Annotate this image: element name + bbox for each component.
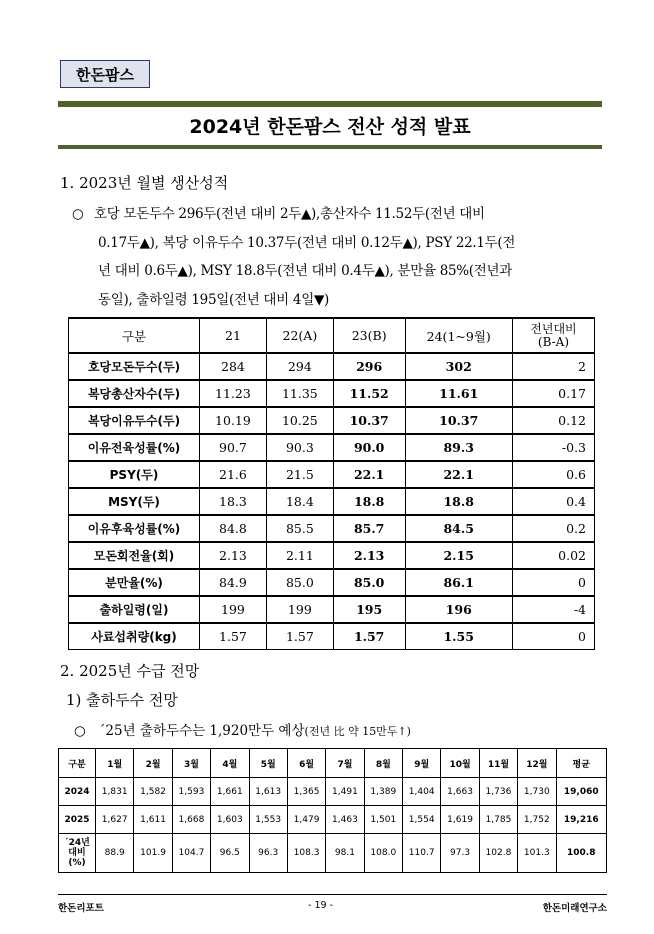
table-cell: 1,752 — [518, 806, 556, 834]
header-cell: 21 — [200, 318, 267, 353]
header-cell: 6월 — [287, 749, 325, 778]
table-cell: 1,627 — [96, 806, 134, 834]
table-cell: 1,785 — [479, 806, 517, 834]
header-cell: 12월 — [518, 749, 556, 778]
table-cell: 0 — [512, 569, 594, 596]
table-cell: 302 — [405, 353, 512, 380]
table-cell: 1,611 — [134, 806, 172, 834]
table-row — [69, 461, 595, 488]
table-cell: 1,730 — [518, 778, 556, 806]
row-label: 복당총산자수(두) — [69, 380, 200, 407]
header-cell: 전년대비 (B-A) — [512, 318, 594, 353]
table-cell: 284 — [200, 353, 267, 380]
header-cell: 7월 — [326, 749, 364, 778]
table-cell: 2.15 — [405, 542, 512, 569]
row-label: 출하일령(일) — [69, 596, 200, 623]
table-cell: 97.3 — [441, 834, 479, 873]
section2-heading: 2. 2025년 수급 전망 — [60, 662, 200, 680]
header-cell: 5월 — [249, 749, 287, 778]
table-cell: 22.1 — [405, 461, 512, 488]
table-row — [59, 834, 607, 873]
table-cell: 90.0 — [333, 434, 405, 461]
section1-heading: 1. 2023년 월별 생산성적 — [60, 174, 229, 192]
table-header-row — [69, 318, 595, 353]
table-row — [69, 434, 595, 461]
bullet-icon: ○ — [74, 723, 86, 739]
table-cell: -0.3 — [512, 434, 594, 461]
table-header-row — [59, 749, 607, 778]
row-label: 2024 — [59, 778, 96, 806]
table-cell: 98.1 — [326, 834, 364, 873]
header-cell: 구분 — [59, 749, 96, 778]
table-cell: 85.7 — [333, 515, 405, 542]
table-cell: 86.1 — [405, 569, 512, 596]
table-cell: 199 — [200, 596, 267, 623]
table-cell: 1,603 — [211, 806, 249, 834]
table-cell: 11.52 — [333, 380, 405, 407]
table-row — [69, 353, 595, 380]
para-line: 년 대비 0.6두▲), MSY 18.8두(전년 대비 0.4두▲), 분만율 85%(전년과 — [98, 263, 512, 279]
row-label: 모돈회전율(회) — [69, 542, 200, 569]
para-line: 동일), 출하일령 195일(전년 대비 4일▼) — [98, 291, 329, 308]
table-cell: 10.25 — [266, 407, 333, 434]
table-row — [69, 380, 595, 407]
table-cell: 2.13 — [200, 542, 267, 569]
table-cell: 1,582 — [134, 778, 172, 806]
table-cell: 90.3 — [266, 434, 333, 461]
header-cell: 2월 — [134, 749, 172, 778]
header-cell: 평균 — [556, 749, 607, 778]
row-label: MSY(두) — [69, 488, 200, 515]
header-cell: 3월 — [172, 749, 210, 778]
table-cell: 18.4 — [266, 488, 333, 515]
footer-left: 한돈리포트 — [58, 903, 104, 914]
table-cell: 1,593 — [172, 778, 210, 806]
table-cell: 0.2 — [512, 515, 594, 542]
forecast-line — [74, 719, 411, 739]
table-cell: 1,619 — [441, 806, 479, 834]
table-cell: 2.13 — [333, 542, 405, 569]
table-cell: 102.8 — [479, 834, 517, 873]
table-cell: 85.0 — [266, 569, 333, 596]
header-cell: 4월 — [211, 749, 249, 778]
row-label: 분만율(%) — [69, 569, 200, 596]
header-cell: 9월 — [403, 749, 441, 778]
production-table — [68, 317, 595, 650]
table-cell: -4 — [512, 596, 594, 623]
table-cell: 10.37 — [405, 407, 512, 434]
table-row — [69, 407, 595, 434]
table-cell: 10.37 — [333, 407, 405, 434]
table-cell: 0 — [512, 623, 594, 650]
table-row — [69, 596, 595, 623]
header-cell: 22(A) — [266, 318, 333, 353]
table-cell: 90.7 — [200, 434, 267, 461]
table-cell: 89.3 — [405, 434, 512, 461]
header-cell: 11월 — [479, 749, 517, 778]
table-cell: 10.19 — [200, 407, 267, 434]
table-row — [59, 778, 607, 806]
forecast-main: ´25년 출하두수는 1,920만두 예상 — [98, 723, 305, 739]
table-cell: 85.5 — [266, 515, 333, 542]
table-row — [69, 515, 595, 542]
footer-rule — [58, 894, 607, 895]
table-cell: 1.57 — [333, 623, 405, 650]
row-label: 복당이유두수(두) — [69, 407, 200, 434]
row-label: 이유전육성률(%) — [69, 434, 200, 461]
header-cell: 1월 — [96, 749, 134, 778]
table-cell: 1,491 — [326, 778, 364, 806]
table-row — [69, 542, 595, 569]
table-cell: 1.57 — [266, 623, 333, 650]
table-cell: 11.35 — [266, 380, 333, 407]
table-cell: 18.8 — [405, 488, 512, 515]
table-cell: 18.8 — [333, 488, 405, 515]
table-cell: 199 — [266, 596, 333, 623]
table-row — [59, 806, 607, 834]
table-cell: 296 — [333, 353, 405, 380]
table-cell: 1.55 — [405, 623, 512, 650]
header-cell: 10월 — [441, 749, 479, 778]
table-cell: 195 — [333, 596, 405, 623]
table-cell: 1,554 — [403, 806, 441, 834]
header-cell: 8월 — [364, 749, 402, 778]
table-cell: 1,479 — [287, 806, 325, 834]
bullet-icon: ○ — [72, 206, 84, 222]
table-cell: 294 — [266, 353, 333, 380]
table-cell: 2 — [512, 353, 594, 380]
table-cell: 1.57 — [200, 623, 267, 650]
table-cell: 1,463 — [326, 806, 364, 834]
table-cell: 96.3 — [249, 834, 287, 873]
table-row — [69, 569, 595, 596]
table-cell: 18.3 — [200, 488, 267, 515]
page-number: - 19 - — [308, 900, 333, 911]
table-cell: 11.23 — [200, 380, 267, 407]
table-cell: 1,668 — [172, 806, 210, 834]
table-cell: 88.9 — [96, 834, 134, 873]
title-rule-top — [58, 101, 602, 107]
table-cell: 19,216 — [556, 806, 607, 834]
table-cell: 19,060 — [556, 778, 607, 806]
para-line: 0.17두▲), 복당 이유두수 10.37두(전년 대비 0.12두▲), PSY 22.1두(전 — [98, 234, 516, 251]
table-cell: 101.3 — [518, 834, 556, 873]
table-cell: 2.11 — [266, 542, 333, 569]
table-cell: 104.7 — [172, 834, 210, 873]
shipment-table — [58, 748, 607, 873]
table-cell: 1,736 — [479, 778, 517, 806]
table-cell: 84.8 — [200, 515, 267, 542]
row-label: PSY(두) — [69, 461, 200, 488]
section-tag: 한돈팜스 — [60, 60, 150, 88]
table-cell: 1,404 — [403, 778, 441, 806]
table-cell: 22.1 — [333, 461, 405, 488]
table-cell: 1,553 — [249, 806, 287, 834]
table-cell: 1,501 — [364, 806, 402, 834]
page-title: 2024년 한돈팜스 전산 성적 발표 — [189, 116, 471, 138]
row-label: 사료섭취량(kg) — [69, 623, 200, 650]
table-cell: 21.6 — [200, 461, 267, 488]
table-cell: 1,613 — [249, 778, 287, 806]
table-cell: 0.6 — [512, 461, 594, 488]
table-cell: 101.9 — [134, 834, 172, 873]
table-cell: 84.5 — [405, 515, 512, 542]
section2-subheading: 1) 출하두수 전망 — [66, 691, 178, 709]
row-label: ´24년 대비 (%) — [59, 834, 96, 873]
table-cell: 85.0 — [333, 569, 405, 596]
table-row — [69, 488, 595, 515]
table-cell: 84.9 — [200, 569, 267, 596]
table-row — [69, 623, 595, 650]
row-label: 2025 — [59, 806, 96, 834]
table-cell: 1,663 — [441, 778, 479, 806]
forecast-note: (전년 比 약 15만두↑) — [304, 725, 411, 738]
table-cell: 1,365 — [287, 778, 325, 806]
table-cell: 196 — [405, 596, 512, 623]
para-line: 호당 모돈두수 296두(전년 대비 2두▲),총산자수 11.52두(전년 대비 — [94, 206, 485, 222]
title-rule-bottom — [58, 145, 602, 149]
table-cell: 108.0 — [364, 834, 402, 873]
table-cell: 0.12 — [512, 407, 594, 434]
table-cell: 1,389 — [364, 778, 402, 806]
header-cell: 구분 — [69, 318, 200, 353]
row-label: 이유후육성률(%) — [69, 515, 200, 542]
table-cell: 11.61 — [405, 380, 512, 407]
header-cell: 23(B) — [333, 318, 405, 353]
table-cell: 0.4 — [512, 488, 594, 515]
footer-right: 한돈미래연구소 — [542, 903, 607, 914]
header-cell: 24(1~9월) — [405, 318, 512, 353]
table-cell: 96.5 — [211, 834, 249, 873]
table-cell: 0.17 — [512, 380, 594, 407]
table-cell: 0.02 — [512, 542, 594, 569]
table-cell: 110.7 — [403, 834, 441, 873]
row-label: 호당모돈두수(두) — [69, 353, 200, 380]
table-cell: 21.5 — [266, 461, 333, 488]
table-cell: 108.3 — [287, 834, 325, 873]
table-cell: 1,661 — [211, 778, 249, 806]
table-cell: 100.8 — [556, 834, 607, 873]
section1-paragraph — [72, 200, 608, 314]
table-cell: 1,831 — [96, 778, 134, 806]
